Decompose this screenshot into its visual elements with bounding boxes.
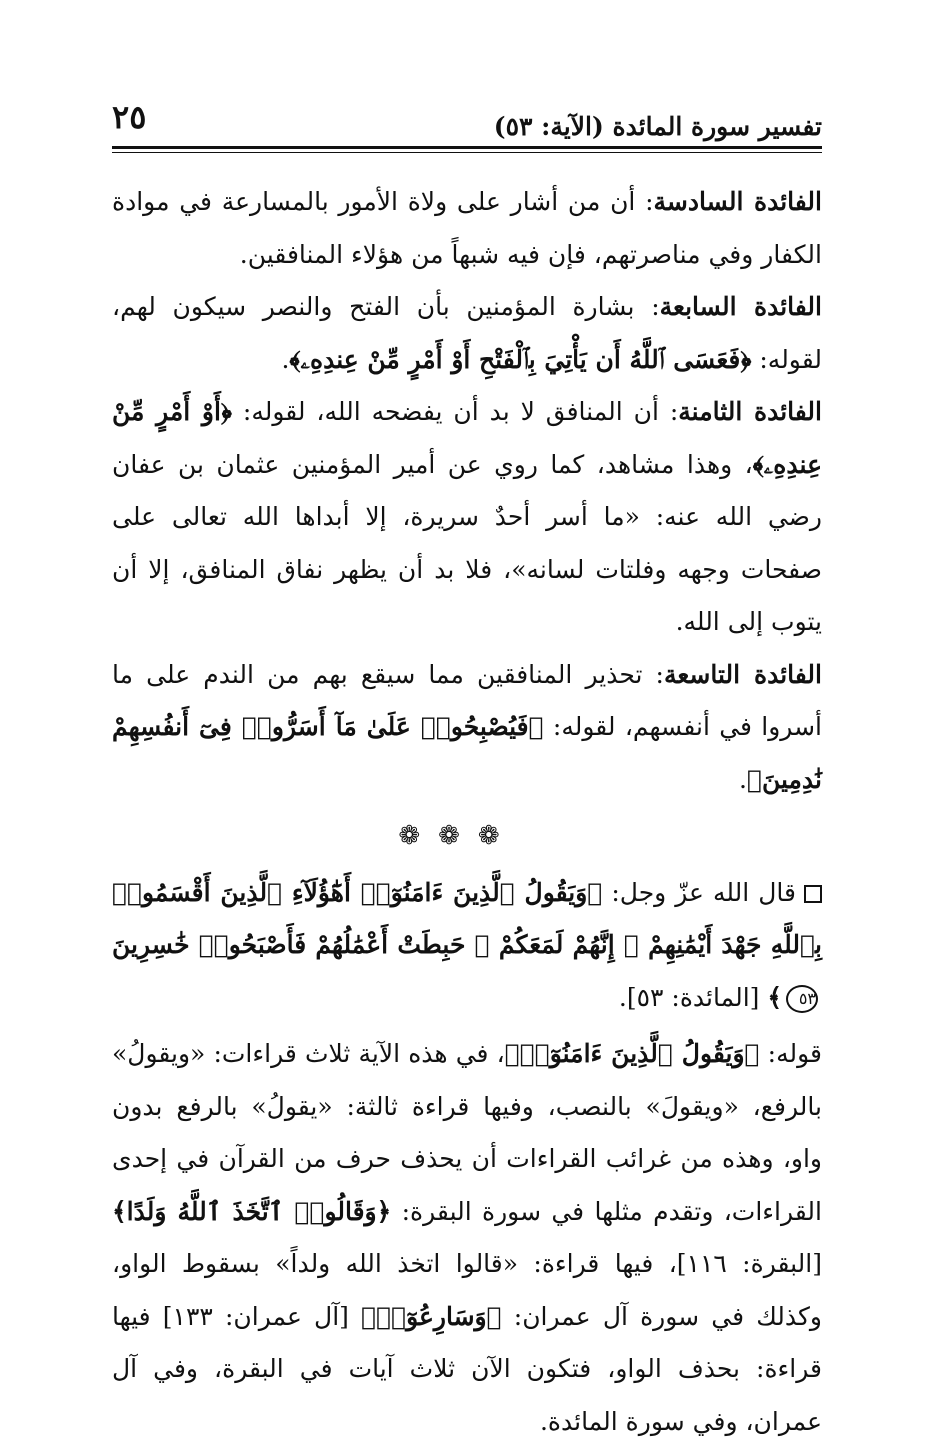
sentence-end: . xyxy=(738,764,747,794)
verse-square-icon xyxy=(804,885,822,903)
verse-block xyxy=(112,867,822,1025)
benefit-8-text: : أن المنافق لا بد أن يفضحه الله، لقوله: xyxy=(231,397,679,426)
quran-quote: ﴿فَيُصْبِحُوا۟ عَلَىٰ مَآ أَسَرُّوا۟ فِىٓ أَنفُسِهِمْ نَٰدِمِينَ﴾ xyxy=(112,712,822,794)
benefit-9-heading: الفائدة التاسعة xyxy=(663,659,822,689)
quran-quote: ﴿فَعَسَى ٱللَّهُ أَن يَأْتِيَ بِٱلْفَتْحِ أَوْ أَمْرٍ مِّنْ عِندِهِۦ﴾ xyxy=(289,344,752,374)
running-head-title: تفسير سورة المائدة (الآية: ٥٣) xyxy=(493,112,822,141)
benefit-6-heading: الفائدة السادسة xyxy=(653,187,822,216)
paragraph-commentary xyxy=(112,1028,822,1448)
paragraph-benefit-6 xyxy=(112,176,822,281)
paragraph-benefit-7 xyxy=(112,281,822,386)
benefit-8-text-continued: ، وهذا مشاهد، كما روي عن أمير المؤمنين عثمان بن عفان رضي الله عنه: «ما أسر أحدٌ سريرة، إلا أبداها الله تعالى على صفحات وجهه وفلتات لسانه»، فلا بد أن يظهر نفاق المنافق، إلا أن يتوب إلى الله. xyxy=(112,449,822,636)
running-head xyxy=(112,98,822,144)
verse-close-bracket: ﴾ xyxy=(767,982,782,1012)
verse-citation: [المائدة: ٥٣]. xyxy=(618,982,760,1012)
header-rule-thin xyxy=(112,152,822,153)
quran-quote: ﴿وَيَقُولُ ٱلَّذِينَ ءَامَنُوٓا۟﴾ xyxy=(504,1039,760,1068)
quran-quote: ﴿وَقَالُوا۟ ٱتَّخَذَ ٱللَّهُ وَلَدًا﴾ xyxy=(112,1196,392,1226)
header-rule-thick xyxy=(112,146,822,149)
section-divider: ❁❁❁ xyxy=(398,821,518,851)
verse-text: ﴿وَيَقُولُ ٱلَّذِينَ ءَامَنُوٓا۟ أَهَٰٓؤُلَآءِ ٱلَّذِينَ أَقْسَمُوا۟ بِٱللَّهِ جَهْدَ أَيْمَٰنِهِمْ ۙ إِنَّهُمْ لَمَعَكُمْ ۚ حَبِطَتْ أَعْمَٰلُهُمْ فَأَصْبَحُوا۟ خَٰسِرِينَ xyxy=(112,877,822,959)
paragraph-benefit-8 xyxy=(112,386,822,649)
commentary-text: [آل عمران: ١٣٣] فيها قراءة: بحذف الواو، فتكون الآن ثلاث آيات في البقرة، وفي آل عمران، وفي سورة المائدة. xyxy=(112,1301,822,1436)
commentary-text: [البقرة: ١١٦]، فيها قراءة: «قالوا اتخذ الله ولداً» بسقوط الواو، وكذلك في سورة آل عمران: xyxy=(112,1249,822,1331)
verse-intro: قال الله عزّ وجل: xyxy=(602,877,796,907)
benefit-8-heading: الفائدة الثامنة xyxy=(678,397,822,426)
sentence-end: . xyxy=(281,344,290,374)
benefit-9-text: : تحذير المنافقين مما سيقع بهم من الندم على ما أسروا في أنفسهم، لقوله: xyxy=(112,659,822,741)
commentary-text: قوله: xyxy=(759,1039,822,1068)
benefit-7-text: : بشارة المؤمنين بأن الفتح والنصر سيكون لهم، لقوله: xyxy=(112,292,822,374)
commentary-text: ، في هذه الآية ثلاث قراءات: «ويقولُ» بالرفع، «ويقولَ» بالنصب، وفيها قراءة ثالثة: «يقولُ» بالرفع بدون واو، وهذه من غرائب القراءات أن يحذف حرف من القرآن في إحدى القراءات، وتقدم مثلها في سورة البقرة: xyxy=(112,1039,822,1226)
paragraph-benefit-9 xyxy=(112,649,822,807)
body-text xyxy=(112,176,822,1448)
quran-quote: ﴿وَسَارِعُوٓا۟﴾ xyxy=(361,1301,502,1331)
quran-quote: ﴿أَوْ أَمْرٍ مِّنْ عِندِهِۦ﴾ xyxy=(112,397,822,479)
benefit-6-text: : أن من أشار على ولاة الأمور بالمسارعة في موادة الكفار وفي مناصرتهم، فإن فيه شبهاً من هؤلاء المنافقين. xyxy=(112,187,822,269)
ayah-number-icon: ٥٣ xyxy=(786,985,818,1013)
page-number: ٢٥ xyxy=(112,98,147,136)
benefit-7-heading: الفائدة السابعة xyxy=(659,292,822,321)
